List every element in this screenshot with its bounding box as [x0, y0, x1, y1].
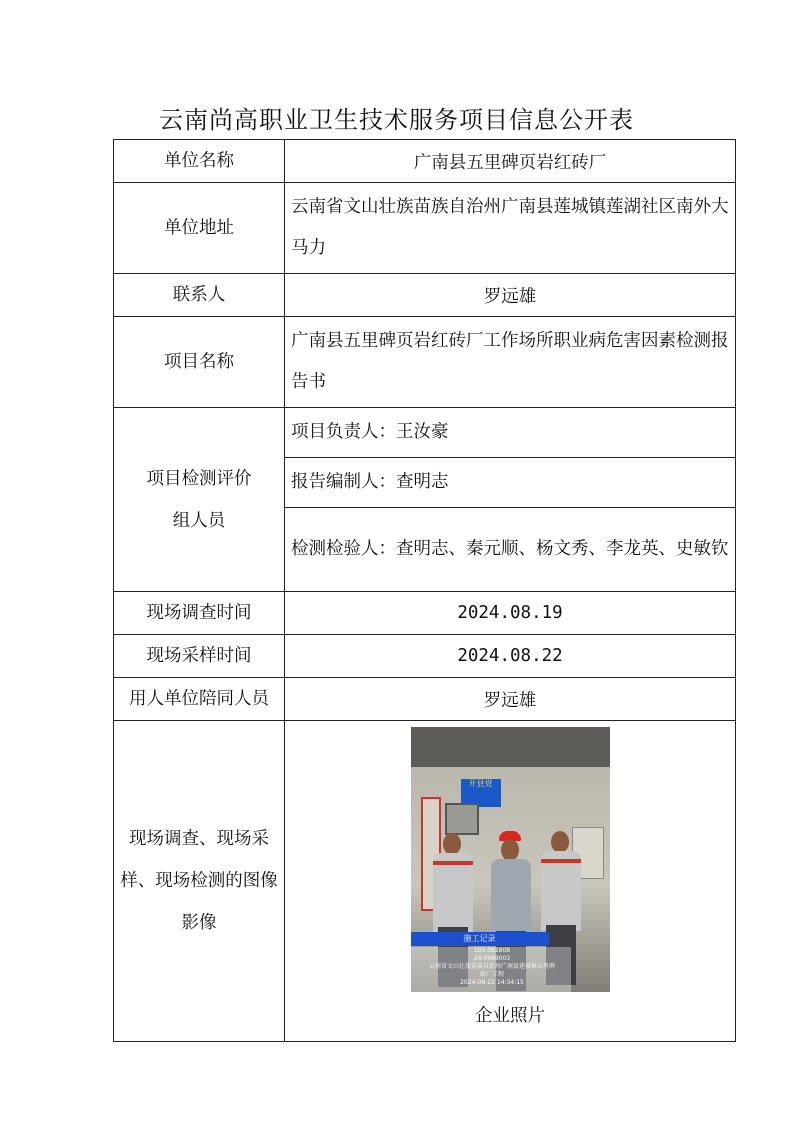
photo-overlay-title: 施工记录: [411, 932, 549, 946]
page-title: 云南尚高职业卫生技术服务项目信息公开表: [159, 106, 634, 134]
team-compiler: 报告编制人：查明志: [285, 458, 736, 508]
team-leader: 项目负责人：王汝豪: [285, 408, 736, 458]
unit-address-label: 单位地址: [114, 183, 285, 274]
team-inspectors: 检测检验人：查明志、秦元顺、杨文秀、李龙英、史敏钦: [285, 508, 736, 592]
photo-overlay-info: [411, 947, 571, 992]
photo-overlay-line: 105.062808: [473, 947, 511, 954]
sampling-time-label: 现场采样时间: [114, 635, 285, 678]
project-name-label: 项目名称: [114, 317, 285, 408]
images-label: 现场调查、现场采样、现场检测的图像影像: [114, 721, 285, 1042]
escort-value: 罗远雄: [285, 678, 736, 721]
unit-address-value: 云南省文山壮族苗族自治州广南县莲城镇莲湖社区南外大马力: [285, 183, 736, 274]
unit-name-value: 广南县五里碑页岩红砖厂: [285, 140, 736, 183]
project-name-value: 广南县五里碑页岩红砖厂工作场所职业病危害因素检测报告书: [285, 317, 736, 408]
photo-wall: [411, 727, 610, 767]
photo-board: [445, 803, 479, 835]
photo-overlay-line: 2024-08-22 14:34:15: [460, 979, 524, 986]
photo-caption: 企业照片: [475, 1006, 545, 1026]
team-label: 项目检测评价组人员: [114, 408, 285, 592]
photo-sign: 开县党: [461, 779, 501, 807]
photo-overlay-line: 云南省文山壮族苗族自治州广南县莲城镇五里碑: [428, 963, 555, 970]
photo-overlay-line: 24.0989003: [473, 955, 511, 962]
photo-overlay-line: 砖厂工程: [479, 971, 504, 978]
escort-label: 用人单位陪同人员: [114, 678, 285, 721]
company-photo: [411, 727, 610, 992]
unit-name-label: 单位名称: [114, 140, 285, 183]
images-cell: [285, 721, 736, 1042]
contact-label: 联系人: [114, 274, 285, 317]
survey-time-label: 现场调查时间: [114, 592, 285, 635]
sampling-time-value: 2024.08.22: [285, 635, 736, 678]
info-table: [113, 139, 736, 1042]
contact-value: 罗远雄: [285, 274, 736, 317]
survey-time-value: 2024.08.19: [285, 592, 736, 635]
